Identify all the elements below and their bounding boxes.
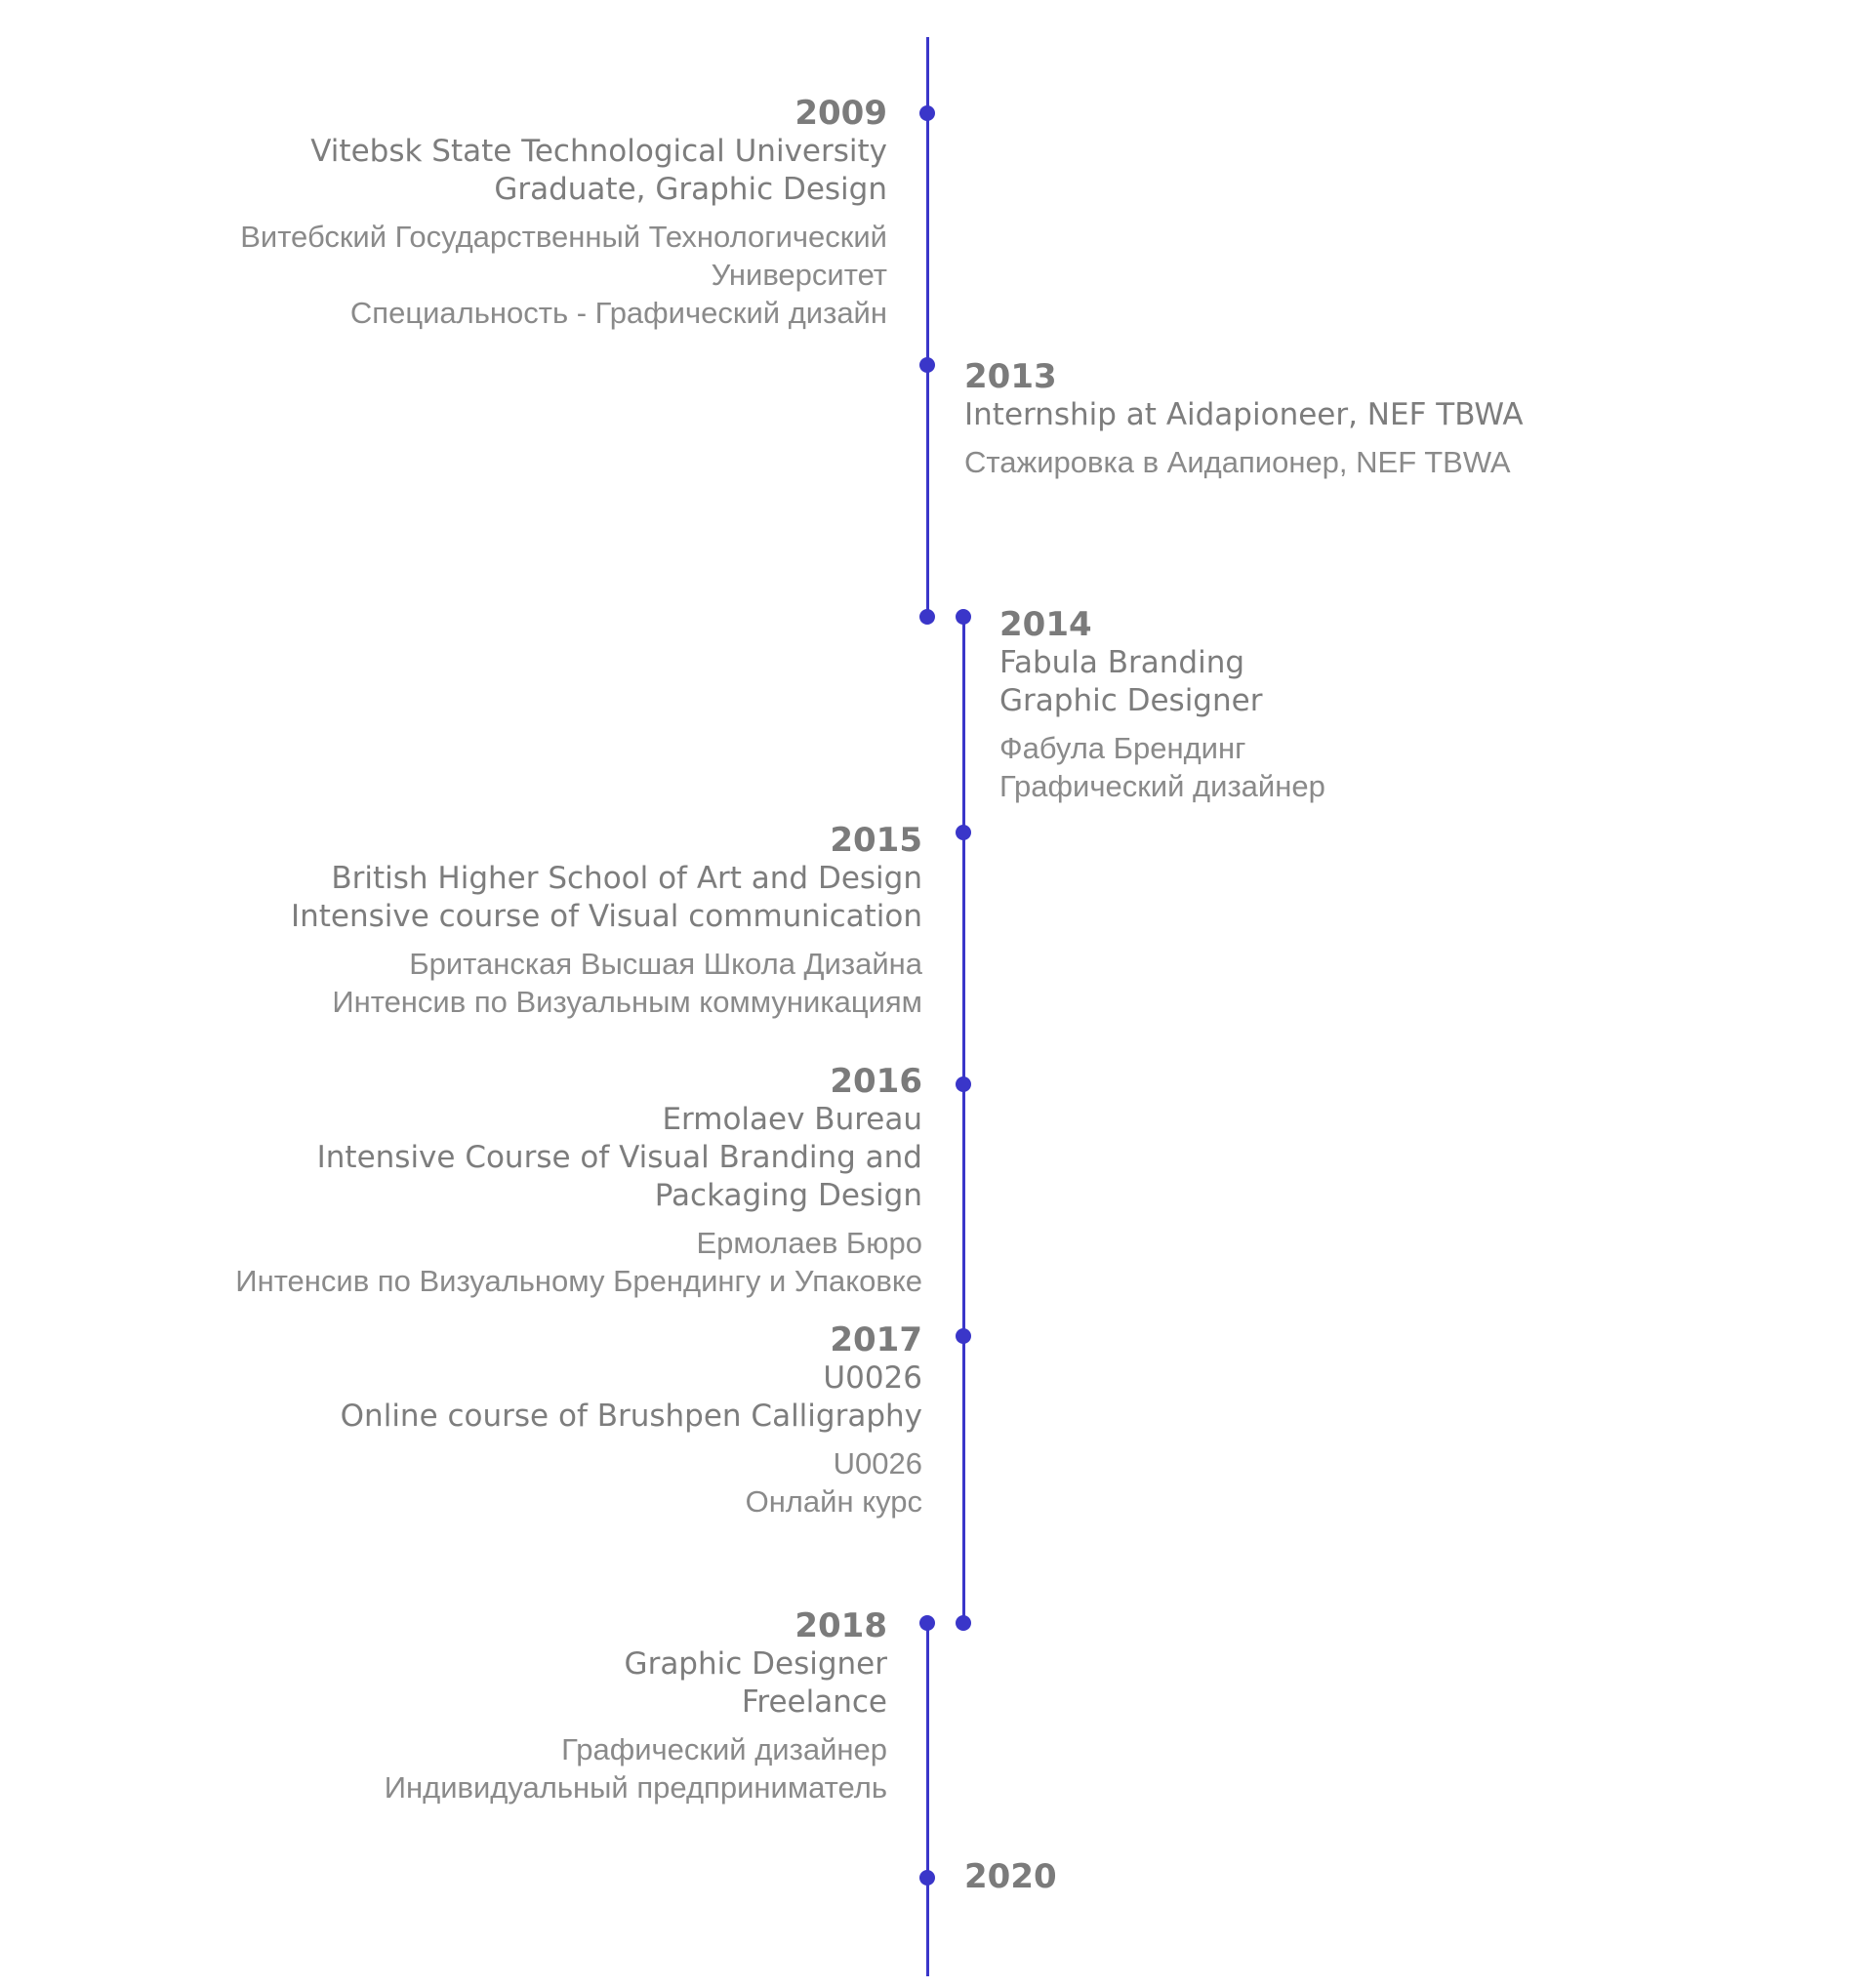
timeline-dot-2020 bbox=[919, 1870, 935, 1886]
timeline-dot-2015 bbox=[956, 825, 971, 840]
entry-year: 2020 bbox=[964, 1857, 1057, 1896]
entry-title-ru: Стажировка в Аидапионер, NEF TBWA bbox=[964, 445, 1511, 479]
entry-title-ru: Фабула Брендинг Графический дизайнер bbox=[999, 731, 1325, 803]
timeline-entry-2017 bbox=[341, 1320, 922, 1521]
entry-title-ru: Ермолаев Бюро Интенсив по Визуальному Брендингу и Упаковке bbox=[235, 1226, 922, 1298]
timeline-dot-2018-main bbox=[919, 1615, 935, 1631]
timeline-entry-2018 bbox=[385, 1606, 887, 1806]
timeline-dot-2016 bbox=[956, 1076, 971, 1092]
entry-title-ru: Витебский Государственный Технологический Университет Специальность - Графический дизайн bbox=[240, 220, 887, 330]
entry-year: 2017 bbox=[830, 1320, 922, 1359]
timeline-dot-2017 bbox=[956, 1328, 971, 1344]
entry-year: 2016 bbox=[830, 1062, 922, 1101]
entry-title-en: U0026 Online course of Brushpen Calligraphy bbox=[340, 1360, 922, 1434]
entry-title-en: Graphic Designer Freelance bbox=[624, 1646, 887, 1720]
entry-title-ru: Графический дизайнер Индивидуальный предприниматель bbox=[384, 1732, 887, 1805]
entry-title-ru: U0026 Онлайн курс bbox=[745, 1446, 922, 1519]
entry-year: 2014 bbox=[999, 605, 1092, 644]
timeline-entry-2009 bbox=[240, 94, 887, 332]
entry-title-en: Fabula Branding Graphic Designer bbox=[999, 645, 1263, 718]
entry-title-en: Internship at Aidapioneer, NEF TBWA bbox=[964, 397, 1524, 432]
timeline-dot-2014-main bbox=[919, 609, 935, 625]
timeline-branch-line bbox=[962, 621, 965, 1624]
entry-title-en: British Higher School of Art and Design Intensive course of Visual communication bbox=[290, 861, 922, 934]
timeline-main-line-bottom bbox=[926, 1624, 929, 1976]
entry-title-ru: Британская Высшая Школа Дизайна Интенсив по Визуальным коммуникациям bbox=[332, 947, 922, 1019]
timeline-dot-2014-branch bbox=[956, 609, 971, 625]
entry-year: 2018 bbox=[794, 1606, 887, 1645]
timeline-entry-2015 bbox=[291, 821, 922, 1021]
entry-year: 2015 bbox=[830, 821, 922, 860]
entry-year: 2013 bbox=[964, 357, 1057, 396]
timeline-entry-2016 bbox=[235, 1062, 922, 1300]
timeline-entry-2014 bbox=[999, 605, 1325, 805]
timeline-entry-2020 bbox=[964, 1857, 1057, 1896]
entry-title-en: Ermolaev Bureau Intensive Course of Visual Branding and Packaging Design bbox=[316, 1102, 922, 1213]
entry-title-en: Vitebsk State Technological University Graduate, Graphic Design bbox=[310, 134, 887, 207]
timeline-entry-2013 bbox=[964, 357, 1524, 481]
timeline-dot-2009 bbox=[919, 105, 935, 121]
timeline-dot-2013 bbox=[919, 357, 935, 373]
timeline-dot-2018-branch bbox=[956, 1615, 971, 1631]
entry-year: 2009 bbox=[794, 94, 887, 133]
timeline-main-line-top bbox=[926, 37, 929, 621]
